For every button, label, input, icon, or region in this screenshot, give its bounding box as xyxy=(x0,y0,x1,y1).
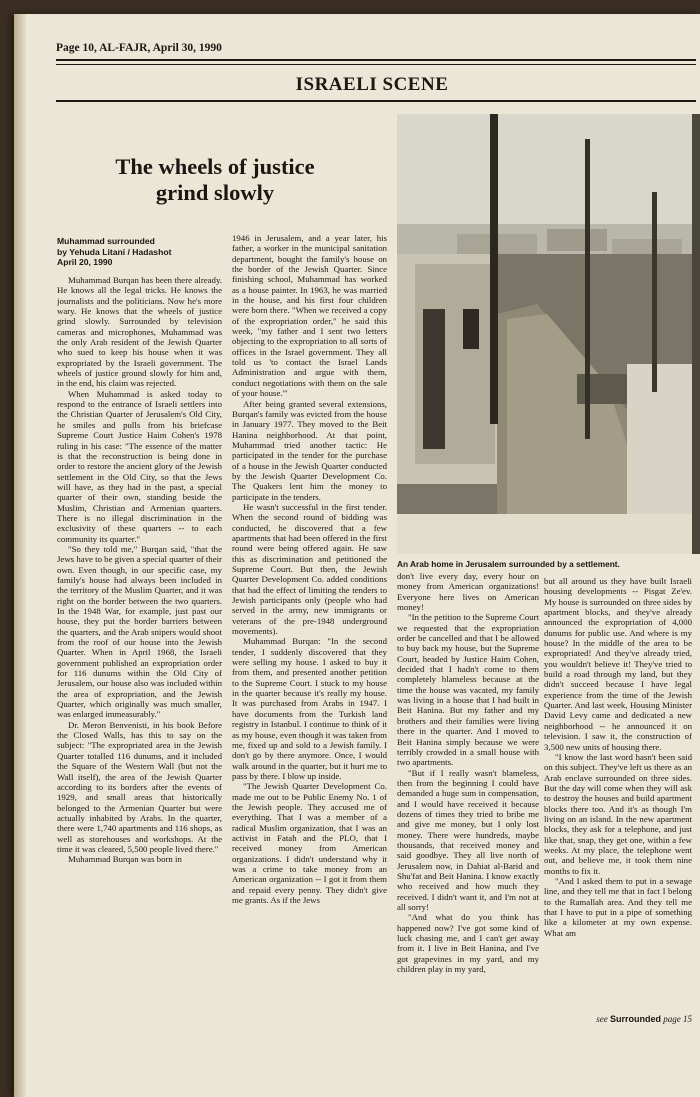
headline-line-1: The wheels of justice xyxy=(115,154,315,179)
article-photo xyxy=(397,114,700,554)
section-rule xyxy=(56,100,696,102)
paragraph: Muhammad Burqan has been there already. He knows all the legal tricks. He knows the journalists and the politicians. Now he's more wary. He knows that the wheels of justice grind slowly. Surrounded by television cameras and microphones, Muhammad was the only Arab resident of the Jewish Quarter who sued to keep his house when it was expropriated by the Israeli government. The wheels of justice ground slowly for him and, in the end, his claim was rejected. xyxy=(57,275,222,389)
page-folio: Page 10, AL-FAJR, April 30, 1990 xyxy=(56,42,222,54)
photo-illustration xyxy=(397,114,700,554)
byline-date: April 20, 1990 xyxy=(57,257,113,267)
article-column-1 xyxy=(57,275,222,1045)
continued-see: see xyxy=(596,1014,608,1024)
paragraph: He wasn't successful in the first tender. When the second round of bidding was conducted, he discovered that a few apartments that had been offered in the first round were being offered again. He saw this as discrimination and petitioned the Supreme Court. But then, the Jewish Quarter Development Co. added conditions that had the effect of limiting the tenders to Jewish participants only (people who had served in the army, new immigrants or veterans of the pre-1948 underground movements). xyxy=(232,501,387,637)
page-binding-edge xyxy=(14,14,26,1097)
paragraph: but all around us they have built Israeli housing developments -- Pisgat Ze'ev. My house is surrounded on three sides by apartment blocks, and they've already announced the expropriation of 4,000 dunums for public use. And where is my house? In the middle of the area to be expropriated! And they've already tried, you wouldn't believe it! They've tried to build a road through my land, but they didn't succeed because I have legal experience from the time of the Jewish Quarter. And last week, Housing Minister David Levy came and dedicated a new neighborhood -- he announced it on television. I saw it, the construction of 3,500 new units of housing there. xyxy=(544,576,692,752)
paragraph: "The Jewish Quarter Development Co. made me out to be Public Enemy No. 1 of the Jewish people. They accused me of everything. That I was a member of a radical Muslim organization, that I was an activist in Fatah and the PLO, that I received money from American organizations. I didn't understand why it was a crime to take money from an American organization -- I got it from them and repaid every penny. They didn't give me grants. As if the Jews xyxy=(232,781,387,905)
byline-author: by Yehuda Litani / Hadashot xyxy=(57,246,172,257)
header-rule-top xyxy=(56,59,696,61)
paragraph: "I know the last word hasn't been said on this subject. They've left us there as an Arab enclave surrounded on three sides. But the day will come when they will ask to destroy the houses and build apartment blocks there too. And it's as though I'm living on an island. In the new apartment blocks, they ask for a telephone, and just like that, snap, they get one, within a few weeks. At my place, the telephone went out, and believe me, it took them nine months to fix it. xyxy=(544,751,692,876)
paragraph: When Muhammad is asked today to respond to the entrance of Israeli settlers into the Christian Quarter of Jerusalem's Old City, he smiles and pulls from his briefcase Supreme Court Justice Haim Cohen's 1978 ruling in his case: "The essence of the matter is that the reconstruction is being done in order to restore the ancient glory of the Jewish settlement in the Old City, so that the Jews will have, as they had in the past, a special quarter of their own, standing beside the Muslim, Christian and Armenian quarters. There is no illegal discrimination in the exclusivity of these quarters -- to each community its quarter." xyxy=(57,388,222,544)
continued-target: Surrounded xyxy=(610,1014,661,1024)
newspaper-page xyxy=(14,14,700,1097)
headline-line-2: grind slowly xyxy=(155,180,275,205)
paragraph: 1946 in Jerusalem, and a year later, his father, a worker in the municipal sanitation department, bought the family's house on the border of the Jewish Quarter. Since finishing school, Muhammad has worked as a house painter. In 1963, he was married in the house, and his first four children were born there. "When we received a copy of the expropriation order," he said this week, "my father and I sent two letters objecting to the expropriation to all sorts of offices in the Israel government. They all told us 'to contact the Israel Lands Administration and argue with them, conduct negotiations with them on the sale of your house.'" xyxy=(232,233,387,399)
paragraph: "In the petition to the Supreme Court we requested that the expropriation order be cancelled and that I be allowed to buy back my house, but the Supreme Court, headed by Justice Haim Cohen, decided that I hadn't come to them completely blameless because at the time the house was vacated, my family was living in a house that I had built in Beit Hanina. But my father and my brothers and their families were living there in the quarter. And I moved to Beit Hanina simply because we were terribly crowded in a small house with two apartments. xyxy=(397,612,539,768)
paragraph: Dr. Meron Benvenisti, in his book Before the Closed Walls, has this to say on the subject: "The expropriated area in the Jewish Quarter totalled 116 dunums, and it included the Square of the Western Wall (but not the Wall itself), the area of the Jewish Quarter according to its borders after the events of 1929, and small areas that historically belonged to the Armenian Quarter but were actually inhabited by Arabs. In the quarter, there were 1,740 apartments and 116 shops, as well as storehouses and workshops. At the time it was cleared, 5,500 people lived there." xyxy=(57,719,222,854)
article-column-3 xyxy=(397,571,539,1045)
continued-jump-line xyxy=(544,1014,692,1024)
section-title: ISRAELI SCENE xyxy=(295,74,449,95)
paragraph: After being granted several extensions, Burqan's family was evicted from the house in January 1977. They moved to the Beit Hanina neighborhood. At that point, Muhammad tried another tactic: He participated in the tender for the purchase of a house in the Jewish Quarter conducted by the Jewish Quarter Development Co. The Quakers lent him the money to participate in the tenders. xyxy=(232,398,387,502)
header-rule-thin xyxy=(56,64,696,65)
paragraph: "And I asked them to put in a sewage line, and they tell me that in fact I belong to the Ramallah area. And they tell me that I have to put in a pipe of something like a kilometer at my own expense. What am xyxy=(544,875,692,938)
article-column-4 xyxy=(544,576,692,1006)
paragraph: Muhammad Burqan: "In the second tender, I suddenly discovered that they were selling my house. I asked to buy it from them, and presented another petition to the Supreme Court. I stuck to my house in the quarter because it's really my house. It was purchased from Arabs in 1947. I have documents from the Turkish land registry in Istanbul. I continue to think of it as my house, even though it was taken from me, fixed up and sold to a Jewish family. I don't go by there anymore. Once, I would walk around in the quarter, but it hurt me to pass by there. I blow up inside. xyxy=(232,636,387,781)
byline-title: Muhammad surrounded xyxy=(57,236,155,246)
paragraph: Muhammad Burqan was born in xyxy=(68,854,182,865)
article-column-2 xyxy=(232,233,387,1045)
photo-caption: An Arab home in Jerusalem surrounded by a settlement. xyxy=(397,559,620,569)
continued-page: page 15 xyxy=(663,1014,692,1024)
article-headline xyxy=(70,154,360,206)
article-byline xyxy=(57,236,222,268)
paragraph: "So they told me," Burqan said, "that the Jews have to be given a special quarter of their own. Even though, in our specific case, my family's house had always been included in the territory of the Muslim Quarter, and it was right on the border between the two quarters. In the 1948 War, for example, just past our house, they put the border barriers between the quarters, and the Arab snipers would shoot from the roof of our house into the Jewish Quarter. When in April 1968, the Israeli government published an expropriation order for 116 dunums within the Old City of Jerusalem, our house also was included within the area of expropriation, and the Jewish Quarter, which originally was much smaller, was enlarged immeasurably." xyxy=(57,543,222,720)
paragraph: don't live every day, every hour on money from American organizations! Everyone here lives on American money! xyxy=(397,571,539,613)
paragraph: "But if I really wasn't blameless, then from the beginning I could have demanded a huge sum in compensation, and I would have received it because dozens of times they tried to bribe me and give me money, but I only lost money. There were hundreds, maybe thousands, that received money and said goodbye. They all live north of Jerusalem now, in Dahiat al-Barid and Shu'fat and Beit Hanina. I know exactly who received and how much they received. I didn't want it, and I'm not at all sorry! xyxy=(397,767,539,912)
paragraph: "And what do you think has happened now? I've got some kind of luck chasing me, and I can't get away from it. I live in Beit Hanina, and I've got grapevines in my yard, and my children play in my yard, xyxy=(397,912,539,975)
